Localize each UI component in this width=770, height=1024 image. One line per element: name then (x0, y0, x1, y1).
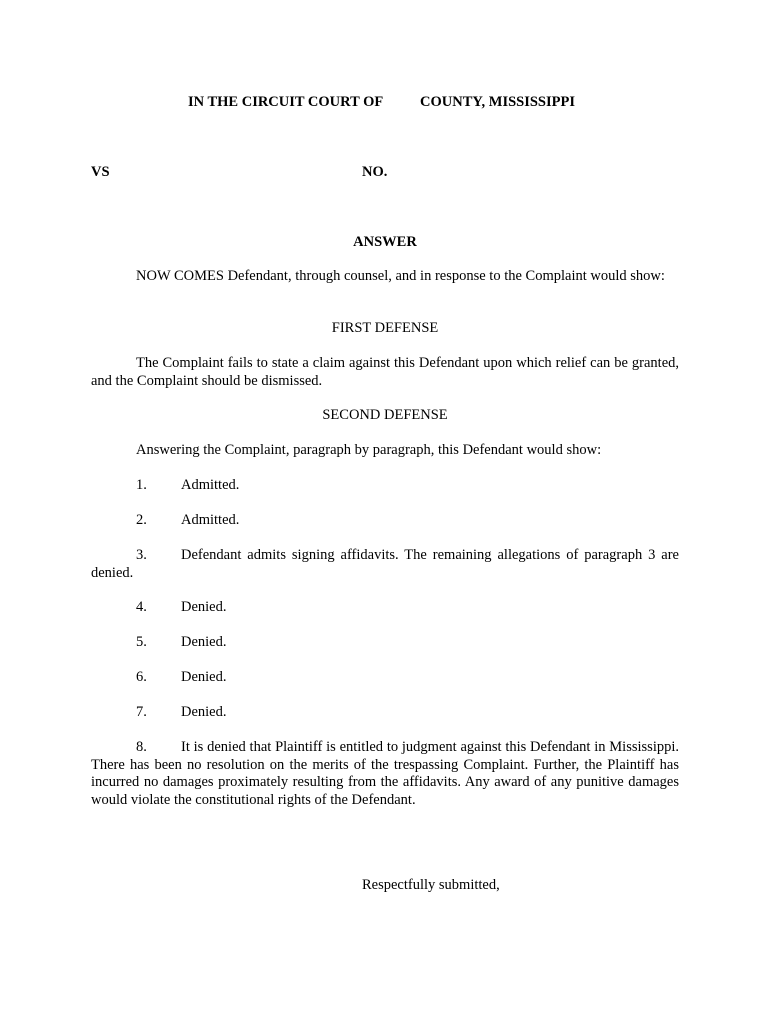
item-number: 7. (136, 704, 147, 720)
item-text: Admitted. (181, 512, 240, 528)
caption-vs: VS (91, 164, 110, 180)
second-defense-heading: SECOND DEFENSE (322, 407, 448, 423)
item-number: 3. (136, 547, 147, 563)
item-text: It is denied that Plaintiff is entitled to judgment against this Defendant in Mississippi. There has been no resolution on the merits of the trespassing Complaint. Further, the Plaintiff has incurred no damages proximately resulting from the affidavits. Any award of any punitive damages would violate the constitutional rights of the Defendant. (91, 739, 679, 808)
item-number: 8. (136, 739, 147, 755)
first-defense-heading: FIRST DEFENSE (331, 320, 439, 336)
item-text: Denied. (181, 599, 227, 615)
item-text: Denied. (181, 669, 227, 685)
item-number: 5. (136, 634, 147, 650)
document-title: ANSWER (353, 234, 417, 250)
item-text: Denied. (181, 704, 227, 720)
item-text: Denied. (181, 634, 227, 650)
caption-case-number: NO. (362, 164, 388, 180)
item-text: Admitted. (181, 477, 240, 493)
item-number: 2. (136, 512, 147, 528)
item-number: 1. (136, 477, 147, 493)
item-text: Defendant admits signing affidavits. The remaining allegations of paragraph 3 are denied. (91, 547, 679, 581)
second-defense-intro: Answering the Complaint, paragraph by paragraph, this Defendant would show: (136, 442, 602, 458)
first-defense-paragraph: The Complaint fails to state a claim against this Defendant upon which relief can be granted, and the Complaint should be dismissed. (91, 355, 679, 389)
intro-paragraph: NOW COMES Defendant, through counsel, and in response to the Complaint would show: (136, 268, 665, 284)
item-number: 6. (136, 669, 147, 685)
closing-signature-line: Respectfully submitted, (362, 877, 500, 893)
item-number: 4. (136, 599, 147, 615)
court-heading-left: IN THE CIRCUIT COURT OF (188, 94, 384, 110)
court-heading-right: COUNTY, MISSISSIPPI (420, 94, 575, 110)
